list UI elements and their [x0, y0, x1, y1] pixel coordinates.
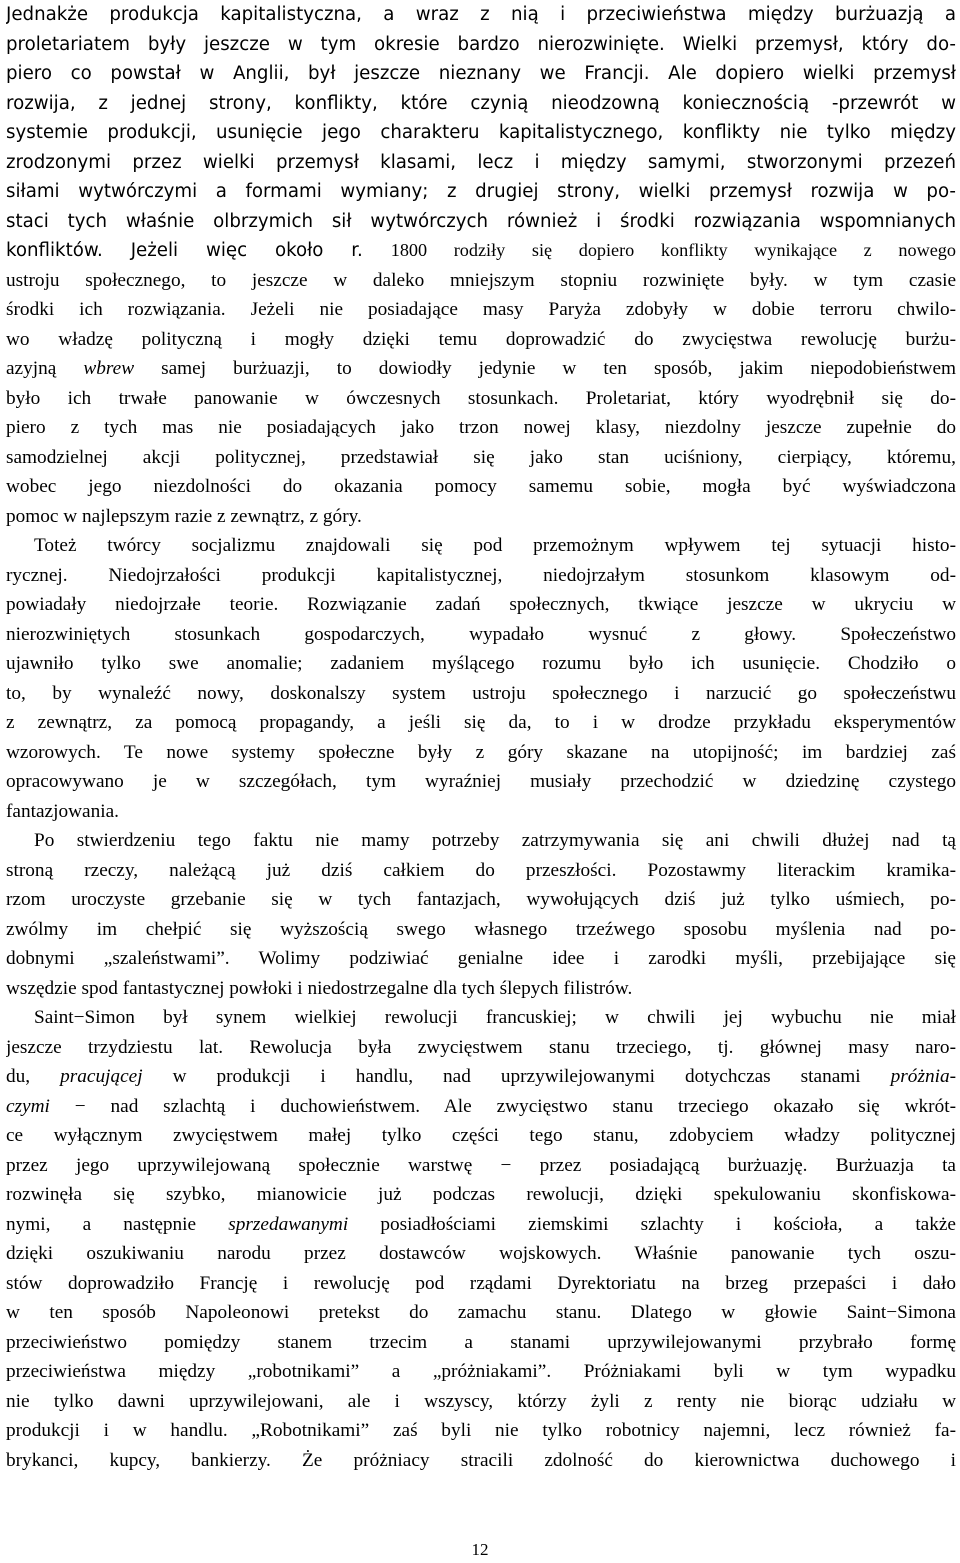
text-line: konfliktów. Jeżeli więc około r. 1800 rodziły się dopiero konflikty wynikające z nowego: [6, 240, 956, 261]
text-line: produkcji i w handlu. „Robotnikami” zaś byli nie tylko robotnicy najemni, lecz również fa-: [6, 1420, 956, 1441]
text-line: stroną rzeczy, należącą już dziś całkiem do przeszłości. Pozostawmy literackim kramika-: [6, 859, 956, 881]
text-line: rozwija, z jednej strony, konflikty, które czynią nieodzowną koniecznością -przewrót w: [6, 92, 956, 114]
text-line: stów doprowadziło Francję i rewolucję pod rządami Dyrektoriatu na brzeg przepaści i dało: [6, 1272, 956, 1294]
italic-word: sprzedawanymi: [228, 1213, 349, 1235]
text-line: opracowywano je w szczegółach, tym wyraźniej musiały przechodzić w dziedzinę czystego: [6, 771, 956, 792]
italic-word: czymi: [6, 1095, 50, 1117]
text-line: jeszcze trzydziestu lat. Rewolucja była zwycięstwem stanu trzeciego, tj. głównej masy naro-: [6, 1036, 956, 1058]
text-line: siłami wytwórczymi a formami wymiany; z drugiej strony, wielki przemysł rozwija w po-: [6, 181, 956, 202]
italic-word: wbrew: [83, 358, 135, 379]
italic-word: pracującej: [60, 1066, 143, 1087]
text-line: to, by wynaleźć nowy, doskonalszy system ustroju społecznego i narzucić go społeczeństwu: [6, 682, 956, 704]
text-line: w ten sposób Napoleonowi pretekst do zamachu stanu. Dlatego w głowie Saint−Simona: [6, 1302, 956, 1323]
italic-word: próżnia-: [890, 1066, 956, 1087]
text-line: rzom uroczyste grzebanie się w tych fantazjach, wywołujących dziś już tylko uśmiech, po-: [6, 889, 956, 910]
text-line: powiadały niedojrzałe teorie. Rozwiązanie zadań społecznych, tkwiące jeszcze w ukryciu w: [6, 594, 956, 615]
text-line: proletariatem były jeszcze w tym okresie bardzo nierozwinięte. Wielki przemysł, który do-: [6, 33, 956, 55]
text-line: wo władzę polityczną i mogły dzięki temu doprowadzić do zwycięstwa rewolucję burżu-: [6, 328, 956, 350]
paragraph-end-line: fantazjowania.: [6, 800, 119, 822]
text-line: zrodzonymi przez wielki przemysł klasami, lecz i między samymi, stworzonymi przezeń: [6, 151, 956, 173]
text-line: rycznej. Niedojrzałości produkcji kapitalistycznej, niedojrzałym stosunkom klasowym od-: [6, 564, 956, 586]
text-line: wobec jego niezdolności do okazania pomocy samemu sobie, mogła być wyświadczona: [6, 476, 956, 497]
text-line: przeciwieństwa między „robotnikami” a „próżniakami”. Próżniakami byli w tym wypadku: [6, 1361, 956, 1382]
text-line: systemie produkcji, usunięcie jego charakteru kapitalistycznego, konflikty nie tylko między: [6, 122, 956, 143]
text-line: nie tylko dawni uprzywilejowani, ale i wszyscy, którzy żyli z renty nie biorąc udziału w: [6, 1390, 956, 1412]
text-line: przez jego uprzywilejowaną społecznie warstwę − przez posiadającą burżuazję. Burżuazja ta: [6, 1154, 956, 1176]
text-line: przeciwieństwo pomiędzy stanem trzecim a stanami uprzywilejowanymi przybrało formę: [6, 1331, 956, 1353]
text-line: środki ich rozwiązania. Jeżeli nie posiadające masy Paryża zdobyły w dobie terroru chwilo-: [6, 299, 956, 320]
text-line: dzięki oszukiwaniu narodu przez dostawców wojskowych. Właśnie panowanie tych oszu-: [6, 1243, 956, 1264]
paragraph-start-line: Toteż twórcy socjalizmu znajdowali się pod przemożnym wpływem tej sytuacji histo-: [34, 535, 956, 556]
paragraph-end-line: wszędzie spod fantastycznej powłoki i niedostrzegalne dla tych ślepych filistrów.: [6, 977, 633, 999]
text-line: samodzielnej akcji politycznej, przedstawiał się jako stan uciśniony, cierpiący, któremu,: [6, 446, 956, 468]
text-line: dobnymi „szaleństwami”. Wolimy podziwiać genialne idee i zarodki myśli, przebijające się: [6, 948, 956, 969]
paragraph-start-line: Saint−Simon był synem wielkiej rewolucji francuskiej; w chwili jej wybuchu nie miał: [34, 1007, 956, 1028]
text-line: zwólmy im chełpić się wyższością swego własnego trzeźwego sposobu myślenia nad po-: [6, 918, 956, 940]
text-line: piero z tych mas nie posiadających jako trzon nowej klasy, niezdolny jeszcze zupełnie do: [6, 417, 956, 438]
text-line: Jednakże produkcja kapitalistyczna, a wraz z nią i przeciwieństwa między burżuazją a: [6, 4, 956, 25]
text-line: z zewnątrz, za pomocą propagandy, a jeśli się da, to i w drodze przykładu eksperymentów: [6, 712, 956, 733]
document-page: [6, 0, 956, 1475]
paragraph-start-line: Po stwierdzeniu tego faktu nie mamy potrzeby zatrzymywania się ani chwili dłużej nad tą: [34, 830, 956, 851]
text-line: nierozwiniętych stosunkach gospodarczych, wypadało wysnuć z głowy. Społeczeństwo: [6, 623, 956, 645]
text-line: staci tych właśnie olbrzymich sił wytwórczych również i środki rozwiązania wspomnianych: [6, 210, 956, 232]
text-line: rozwinęła się szybko, mianowicie już podczas rewolucji, dzięki spekulowaniu skonfiskowa-: [6, 1184, 956, 1205]
paragraph-end-line: pomoc w najlepszym razie z zewnątrz, z góry.: [6, 505, 362, 527]
text-line: piero co powstał w Anglii, był jeszcze nieznany we Francji. Ale dopiero wielki przemysł: [6, 63, 956, 84]
text-line: brykanci, kupcy, bankierzy. Że próżniacy stracili zdolność do kierownictwa duchowego i: [6, 1449, 956, 1471]
text-line: nymi, a następnie sprzedawanymi posiadłościami ziemskimi szlachty i kościoła, a także: [6, 1213, 956, 1235]
text-line: wzorowych. Te nowe systemy społeczne były z góry skazane na utopijność; im bardziej zaś: [6, 741, 956, 763]
text-line: czymi − nad szlachtą i duchowieństwem. Ale zwycięstwo stanu trzeciego okazało się wkrót-: [6, 1095, 956, 1117]
text-line: ustroju społecznego, to jeszcze w daleko mniejszym stopniu rozwinięte były. w tym czasie: [6, 269, 956, 291]
text-line: ce wyłącznym zwycięstwem małej tylko części tego stanu, zdobyciem władzy politycznej: [6, 1125, 956, 1146]
text-line: du, pracującej w produkcji i handlu, nad uprzywilejowanymi dotychczas stanami próżnia-: [6, 1066, 956, 1087]
page-number: 12: [471, 1540, 489, 1559]
text-line: ujawniło tylko swe anomalie; zadaniem myślącego rozumu było ich usunięcie. Chodziło o: [6, 653, 956, 674]
text-line: azyjną wbrew samej burżuazji, to dowiodły jedynie w ten sposób, jakim niepodobieństwem: [6, 358, 956, 379]
text-line: było ich trwałe panowanie w ówczesnych stosunkach. Proletariat, który wyodrębnił się do-: [6, 387, 956, 409]
